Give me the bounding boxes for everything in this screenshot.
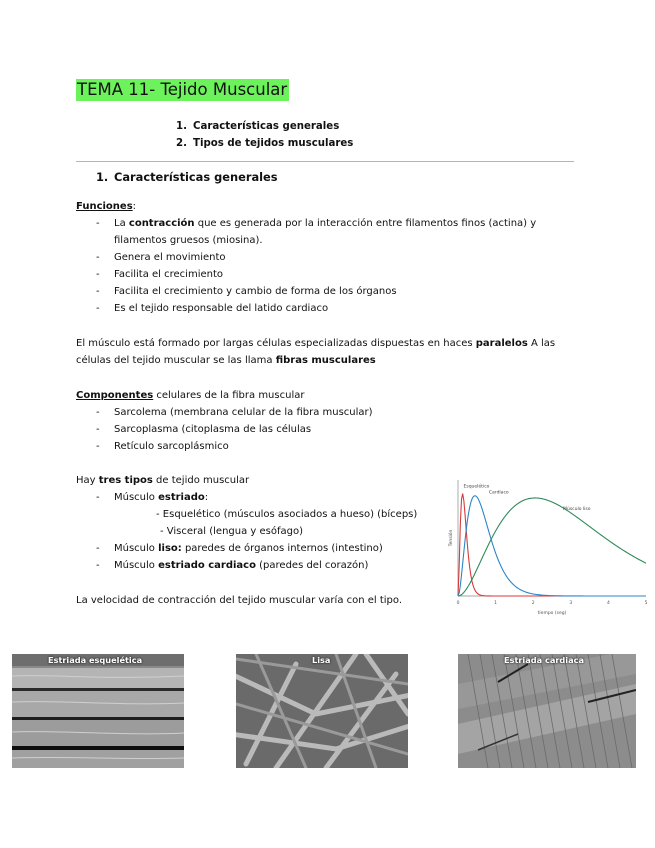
dash: - — [96, 252, 100, 263]
text: de tejido muscular — [152, 475, 250, 486]
text: : — [204, 492, 209, 503]
componentes-heading — [76, 387, 304, 404]
text: Genera el movimiento — [114, 252, 226, 263]
text: Facilita el crecimiento y cambio de forma de los órganos — [114, 286, 397, 297]
dash: - — [96, 218, 100, 229]
toc-item-2 — [176, 138, 353, 149]
tipos-intro — [76, 472, 249, 489]
x-axis-label: tiempo (seg) — [537, 611, 567, 616]
x-tick-label: 2 — [531, 601, 535, 606]
componentes-label: Componentes — [76, 390, 154, 401]
text: El músculo está formado por largas células especializadas dispuestas en haces — [76, 338, 476, 349]
list-item — [96, 540, 417, 557]
text: Facilita el crecimiento — [114, 269, 223, 280]
photo-estriada-esqueletica — [12, 654, 184, 768]
text: paredes de órganos internos (intestino) — [181, 543, 383, 554]
list-item — [96, 438, 373, 455]
funciones-colon: : — [132, 201, 137, 212]
velocidad-text: La velocidad de contracción del tejido muscular varía con el tipo. — [76, 595, 403, 606]
funciones-list — [96, 215, 536, 317]
dash: - — [96, 407, 100, 418]
paragraph-line-1 — [76, 335, 555, 352]
text: Retículo sarcoplásmico — [114, 441, 229, 452]
page-title: TEMA 11- Tejido Muscular — [77, 80, 288, 99]
paragraph — [76, 335, 555, 369]
text: (paredes del corazón) — [255, 560, 369, 571]
list-item — [96, 249, 536, 266]
bold-text: tres tipos — [98, 475, 153, 486]
x-tick-label: 4 — [606, 601, 610, 606]
text: - Visceral (lengua y esófago) — [160, 526, 303, 537]
bold-text: estriado cardiaco — [158, 560, 256, 571]
bold-text: contracción — [128, 218, 195, 229]
x-tick-label: 0 — [456, 601, 460, 606]
x-tick-label: 1 — [494, 601, 498, 606]
componentes-list — [96, 404, 373, 455]
cardiac-muscle-image — [458, 654, 636, 768]
list-item — [96, 300, 536, 317]
text: Músculo — [114, 543, 159, 554]
sub-item — [96, 523, 417, 540]
photo-lisa — [236, 654, 408, 768]
series-line — [458, 498, 646, 596]
list-item — [96, 283, 536, 300]
photo-estriada-cardiaca — [458, 654, 636, 768]
text: Músculo — [114, 560, 159, 571]
text: A las — [527, 338, 556, 349]
x-tick-label: 5 — [644, 601, 648, 606]
text: Es el tejido responsable del latido cardiaco — [114, 303, 329, 314]
toc-number: 1. — [176, 121, 187, 132]
dash: - — [96, 492, 100, 503]
dash: - — [96, 286, 100, 297]
section-heading — [96, 170, 278, 184]
dash: - — [96, 441, 100, 452]
photo-label: Lisa — [312, 655, 331, 665]
sub-item — [96, 506, 417, 523]
text: - Esquelético (músculos asociados a hueso) (bíceps) — [156, 509, 418, 520]
tipos-list — [96, 489, 417, 574]
text: filamentos gruesos (miosina). — [114, 235, 263, 246]
toc-label: Características generales — [193, 121, 340, 132]
toc-item-1 — [176, 121, 339, 132]
list-item — [96, 421, 373, 438]
list-item — [96, 489, 417, 506]
list-item — [96, 404, 373, 421]
text: Músculo — [114, 492, 159, 503]
section-title: Características generales — [114, 170, 278, 184]
contraction-chart — [446, 476, 652, 621]
legend-label: Esquelético — [463, 484, 490, 490]
text: células del tejido muscular se las llama — [76, 355, 276, 366]
toc-number: 2. — [176, 138, 187, 149]
dash: - — [96, 560, 100, 571]
funciones-label: Funciones — [76, 201, 133, 212]
bold-text: estriado — [158, 492, 205, 503]
text: Sarcolema (membrana celular de la fibra muscular) — [114, 407, 373, 418]
text: Sarcoplasma (citoplasma de las células — [114, 424, 312, 435]
section-number: 1. — [96, 170, 109, 184]
series-line — [458, 494, 646, 596]
x-tick-label: 3 — [569, 601, 573, 606]
text: La — [114, 218, 129, 229]
divider — [76, 161, 574, 162]
text: celulares de la fibra muscular — [153, 390, 305, 401]
text: Hay — [76, 475, 99, 486]
toc-label: Tipos de tejidos musculares — [193, 138, 354, 149]
dash: - — [96, 269, 100, 280]
list-item — [96, 557, 417, 574]
bold-text: paralelos — [475, 338, 528, 349]
skeletal-muscle-image — [12, 654, 184, 768]
y-axis-label: Tensión — [449, 529, 454, 547]
paragraph-line-2 — [76, 352, 555, 369]
bold-text: fibras musculares — [275, 355, 376, 366]
dash: - — [96, 303, 100, 314]
dash: - — [96, 543, 100, 554]
legend-label: Cardíaco — [488, 490, 509, 496]
list-item — [96, 266, 536, 283]
photo-label: Estriada cardiaca — [504, 655, 584, 665]
bold-text: liso: — [158, 543, 182, 554]
smooth-muscle-image — [236, 654, 408, 768]
series-line — [458, 496, 646, 596]
list-item — [96, 215, 536, 232]
photo-label: Estriada esquelética — [48, 655, 143, 665]
funciones-heading — [76, 198, 136, 215]
text: que es generada por la interacción entre filamentos finos (actina) y — [194, 218, 537, 229]
list-item-continuation — [96, 232, 536, 249]
legend-label: Músculo liso — [563, 506, 591, 512]
dash: - — [96, 424, 100, 435]
